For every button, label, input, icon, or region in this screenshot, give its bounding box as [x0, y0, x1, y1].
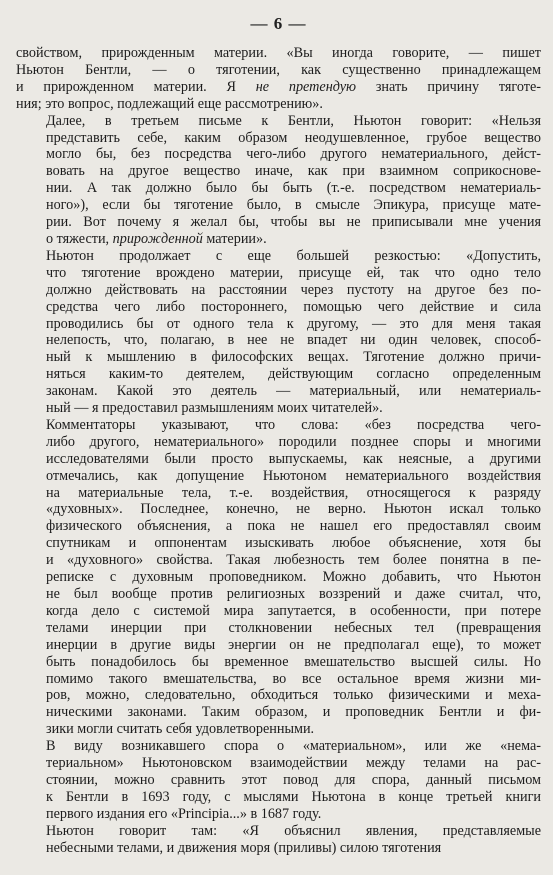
- text-line: стоянии, можно сравнить этот повод для спора, данный письмом: [46, 771, 541, 788]
- text-line: законам. Какой это деятель — материальный, или нематериаль-: [46, 383, 541, 400]
- text-line: териальном» Ньютоновском взаимодействии между телами на рас-: [46, 755, 541, 772]
- text-line: небесными телами, и движения моря (приливы) силою тяготения: [46, 839, 442, 856]
- text-line: телами инерции при столкновении небесных тел (превращения: [46, 619, 541, 636]
- paragraph: [16, 823, 541, 857]
- text-line: зики могли считать себя удовлетворенными.: [46, 721, 315, 738]
- paragraph: [16, 45, 541, 113]
- text-line: нии. А так должно было бы быть (т.-е. посредством нематериаль-: [46, 180, 541, 197]
- text-line: первого издания его «Principia...» в 1687 году.: [46, 805, 322, 822]
- paragraph: [16, 248, 541, 417]
- text-line: ническими законами. Таким образом, и проповедник Бентли и фи-: [46, 704, 541, 721]
- text-line: нелепость, что, полагаю, в нее не впадет ни один человек, способ-: [46, 332, 541, 349]
- text-line: вовать на другое вещество иначе, как при взаимном соприкоснове-: [46, 163, 541, 180]
- text-line: когда дело с системой мира запутается, в особенности, при потере: [46, 602, 541, 619]
- text-line: Далее, в третьем письме к Бентли, Ньютон говорит: «Нельзя: [46, 112, 541, 129]
- text-line: свойством, прирожденным материи. «Вы иногда говорите, — пишет: [16, 45, 541, 61]
- text-line: должно действовать на расстоянии через пустоту на другое без по-: [46, 281, 541, 298]
- paragraph: [16, 113, 541, 248]
- text-line: инерции в другие виды энергии он не предполагал еще), то может: [46, 636, 541, 653]
- text-line: спутникам и оппонентам изыскивать любое объяснение, хотя бы: [46, 535, 541, 552]
- text-line: не был вообще против религиозных воззрений и даже считал, что,: [46, 586, 541, 602]
- text-line: реписке с духовным проповедником. Можно добавить, что Ньютон: [46, 569, 541, 586]
- text-line: к Бентли в 1693 году, с мыслями Ньютона в конце третьей книги: [46, 788, 541, 805]
- text-line: рии. Вот почему я желал бы, чтобы вы не приписывали мне учения: [46, 214, 541, 231]
- text-line: и «духовного» свойства. Такая любезность тем более понятна в пе-: [46, 552, 541, 569]
- text-line: средства чего либо постороннего, помощью чего действие и сила: [46, 298, 541, 315]
- text-line: могло бы, без посредства чего-либо другого нематериального, дейст-: [46, 146, 541, 163]
- text-line: Комментаторы указывают, что слова: «без посредства чего-: [46, 416, 541, 433]
- text-line: Ньютон Бентли, — о тяготении, как существенно принадлежащем: [16, 61, 541, 78]
- text-line: проводились бы от одного тела к другому, — это для меня такая: [46, 315, 541, 332]
- text-line: Ньютон говорит там: «Я объяснил явления, представляемые: [46, 822, 541, 839]
- page-number: — 6 —: [250, 14, 307, 33]
- text-line: ного»), если бы тяготение было, в смысле Эпикура, присуще мате-: [46, 197, 541, 214]
- text-line: о тяжести, прирожденной материи».: [46, 230, 267, 247]
- text-line: либо другого, нематериального» породили позднее споры и многими: [46, 433, 541, 450]
- text-line: В виду возникавшего спора о «материальном», или же «нема-: [46, 738, 541, 755]
- body-text: [16, 45, 541, 857]
- text-line: отмечались, как допущение Ньютоном нематериального воздействия: [46, 467, 541, 484]
- text-line: быть понадобилось бы временное вмешательство высшей силы. Но: [46, 653, 541, 670]
- text-line: ный к мышлению в философских вещах. Тяготение должно причи-: [46, 349, 541, 366]
- text-line: Ньютон продолжает с еще большей резкостью: «Допустить,: [46, 247, 541, 264]
- text-line: исследователями были просто выпускаемы, как неясные, а другими: [46, 450, 541, 467]
- text-line: ный — я предоставил размышлениям моих читателей».: [46, 400, 383, 417]
- text-line: физического объяснения, а пока не нашел его предоставлял своим: [46, 518, 541, 535]
- text-line: и прирожденном материи. Я не претендую знать причину тяготе-: [16, 78, 541, 95]
- text-line: что тяготение врождено материи, присуще ей, так что одно тело: [46, 264, 541, 281]
- text-line: представить себе, каким образом неодушевленное, грубое вещество: [46, 129, 541, 146]
- text-line: няться каким-то деятелем, действующим согласно определенным: [46, 366, 541, 383]
- text-line: помимо такого вмешательства, во все остальное время жизни ми-: [46, 670, 541, 687]
- paragraph: [16, 417, 541, 738]
- text-line: «духовных». Последнее, конечно, не верно. Ньютон искал только: [46, 501, 541, 518]
- text-line: ния; это вопрос, подлежащий еще рассмотрению».: [16, 95, 323, 112]
- text-line: ров, можно, следовательно, обходиться только физическими и меха-: [46, 687, 541, 704]
- paragraph: [16, 738, 541, 823]
- text-line: на материальные тела, т.-е. воздействия, относящегося к разряду: [46, 484, 541, 501]
